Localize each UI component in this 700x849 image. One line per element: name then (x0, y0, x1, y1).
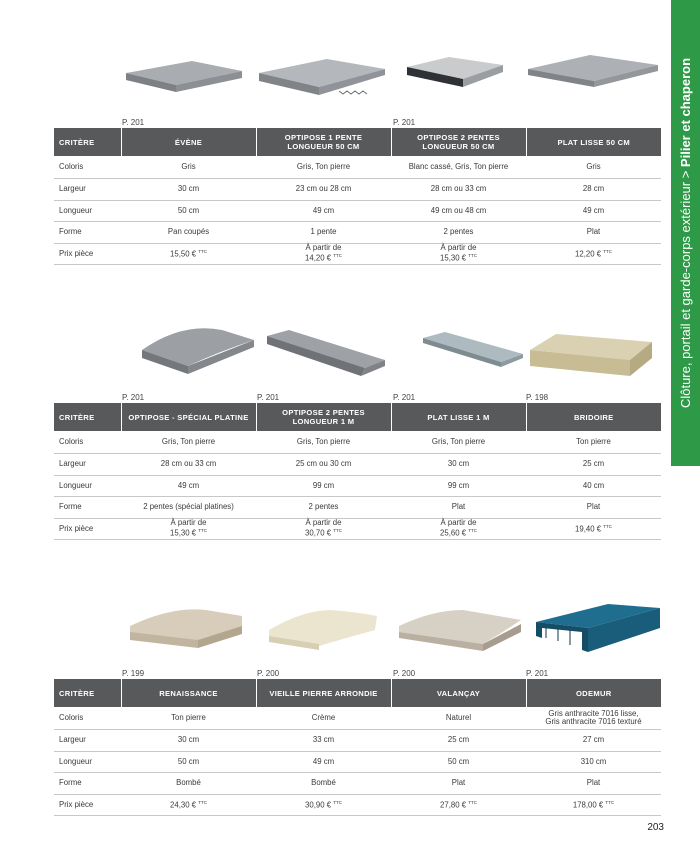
table-row (54, 156, 661, 179)
long-two-slope-coping-icon (257, 300, 393, 400)
row-label: Forme (54, 497, 121, 519)
table-cell: 33 cm (256, 730, 391, 752)
product-ref: P. 198 (526, 393, 549, 402)
row-label: Largeur (54, 454, 121, 476)
price-cell: À partir de 25,60 € $^{TTC}$ (391, 518, 526, 540)
price-cell: 24,30 € $^{TTC}$ (121, 794, 256, 816)
table-cell: 99 cm (391, 475, 526, 497)
price-cell: 178,00 € $^{TTC}$ (526, 794, 661, 816)
price-cell: 15,50 € $^{TTC}$ (121, 243, 256, 265)
header-cell: VIEILLE PIERRE ARRONDIE (256, 679, 391, 707)
row-label: Coloris (54, 431, 121, 454)
table-cell: 30 cm (121, 730, 256, 752)
comparison-table-3 (54, 679, 661, 816)
row-label: Prix pièce (54, 794, 121, 816)
price-cell: À partir de 15,30 € $^{TTC}$ (391, 243, 526, 265)
product-ref: P. 199 (122, 669, 145, 678)
table-cell: Gris, Ton pierre (256, 431, 391, 454)
table-cell: Bombé (121, 773, 256, 795)
table-header-row (54, 128, 661, 156)
table-cell: 50 cm (121, 200, 256, 222)
table-cell: 40 cm (526, 475, 661, 497)
table-row (54, 200, 661, 222)
product-ref: P. 201 (257, 393, 280, 402)
header-cell: ODEMUR (526, 679, 661, 707)
side-tab-text (677, 3, 695, 463)
price-cell: 27,80 € $^{TTC}$ (391, 794, 526, 816)
table-cell: 25 cm (526, 454, 661, 476)
table-row (54, 497, 661, 519)
header-cell: BRIDOIRE (526, 403, 661, 431)
product-ref: P. 201 (526, 669, 549, 678)
header-cell: PLAT LISSE 1 M (391, 403, 526, 431)
table-cell: 49 cm (256, 751, 391, 773)
table-cell: 25 cm (391, 730, 526, 752)
table-row (54, 730, 661, 752)
side-tab (671, 0, 700, 466)
table-cell: Pan coupés (121, 222, 256, 244)
table-row (54, 751, 661, 773)
side-tab-prefix: Clôture, portail et garde-corps extérieur > (677, 167, 693, 409)
header-cell: ÉVÈNE (121, 128, 256, 156)
table-cell: Plat (526, 773, 661, 795)
comparison-table-2 (54, 403, 661, 540)
table-cell: Naturel (391, 707, 526, 730)
price-cell: 19,40 € $^{TTC}$ (526, 518, 661, 540)
table-cell: 27 cm (526, 730, 661, 752)
header-cell: OPTIPOSE - SPÉCIAL PLATINE (121, 403, 256, 431)
header-cell: OPTIPOSE 1 PENTE LONGUEUR 50 CM (256, 128, 391, 156)
product-ref: P. 201 (122, 118, 145, 127)
table-row (54, 794, 661, 816)
product-images-2 (54, 300, 661, 400)
side-tab-title: Pilier et chaperon (677, 57, 693, 168)
table-cell: Plat (526, 222, 661, 244)
table-cell: Gris anthracite 7016 lisse, Gris anthracite 7016 texturé (526, 707, 661, 730)
table-cell: 23 cm ou 28 cm (256, 179, 391, 201)
row-label: Coloris (54, 156, 121, 179)
table-cell: Plat (526, 497, 661, 519)
table-cell: 25 cm ou 30 cm (256, 454, 391, 476)
row-label: Prix pièce (54, 243, 121, 265)
table-header-row (54, 679, 661, 707)
table-cell: Plat (391, 497, 526, 519)
product-ref: P. 200 (393, 669, 416, 678)
table-cell: 28 cm (526, 179, 661, 201)
page-number: 203 (647, 822, 664, 833)
table-cell: Crème (256, 707, 391, 730)
header-cell: OPTIPOSE 2 PENTES LONGUEUR 50 CM (391, 128, 526, 156)
product-ref: P. 201 (393, 393, 416, 402)
table-cell: 28 cm ou 33 cm (121, 454, 256, 476)
price-cell: 12,20 € $^{TTC}$ (526, 243, 661, 265)
two-slope-coping-icon (393, 25, 529, 125)
row-label: Coloris (54, 707, 121, 730)
product-images-1 (54, 25, 661, 125)
table-row (54, 518, 661, 540)
table-cell: Gris, Ton pierre (391, 431, 526, 454)
sloped-coping-icon (257, 25, 393, 125)
table-row (54, 454, 661, 476)
curved-platine-coping-icon (122, 300, 258, 400)
table-cell: 30 cm (121, 179, 256, 201)
header-cell: VALANÇAY (391, 679, 526, 707)
header-cell: PLAT LISSE 50 CM (526, 128, 661, 156)
header-cell: CRITÈRE (54, 128, 121, 156)
table-row (54, 475, 661, 497)
table-cell: Gris, Ton pierre (256, 156, 391, 179)
table-cell: 99 cm (256, 475, 391, 497)
section-1 (54, 25, 661, 265)
price-cell: 30,90 € $^{TTC}$ (256, 794, 391, 816)
row-label: Forme (54, 222, 121, 244)
price-cell: À partir de 14,20 € $^{TTC}$ (256, 243, 391, 265)
valancay-stone-icon (393, 576, 529, 676)
long-flat-coping-icon (393, 300, 529, 400)
table-cell: 49 cm (256, 200, 391, 222)
table-cell: 49 cm (121, 475, 256, 497)
row-label: Longueur (54, 751, 121, 773)
table-cell: 310 cm (526, 751, 661, 773)
section-2 (54, 300, 661, 540)
table-cell: Plat (391, 773, 526, 795)
table-cell: Gris, Ton pierre (121, 431, 256, 454)
table-cell: Blanc cassé, Gris, Ton pierre (391, 156, 526, 179)
table-header-row (54, 403, 661, 431)
table-cell: 50 cm (121, 751, 256, 773)
header-cell: CRITÈRE (54, 403, 121, 431)
product-images-3 (54, 576, 661, 676)
flat-smooth-coping-icon (526, 25, 662, 125)
table-cell: 1 pente (256, 222, 391, 244)
table-row (54, 773, 661, 795)
table-cell: 49 cm ou 48 cm (391, 200, 526, 222)
table-cell: Gris (526, 156, 661, 179)
table-row (54, 243, 661, 265)
header-cell: RENAISSANCE (121, 679, 256, 707)
price-cell: À partir de 30,70 € $^{TTC}$ (256, 518, 391, 540)
table-cell: 28 cm ou 33 cm (391, 179, 526, 201)
row-label: Forme (54, 773, 121, 795)
product-ref: P. 200 (257, 669, 280, 678)
table-cell: 2 pentes (256, 497, 391, 519)
table-cell: 2 pentes (spécial platines) (121, 497, 256, 519)
renaissance-stone-icon (122, 576, 258, 676)
table-row (54, 179, 661, 201)
flat-gray-coping-icon (122, 25, 258, 125)
product-ref: P. 201 (122, 393, 145, 402)
table-cell: 2 pentes (391, 222, 526, 244)
header-cell: CRITÈRE (54, 679, 121, 707)
row-label: Prix pièce (54, 518, 121, 540)
header-cell: OPTIPOSE 2 PENTES LONGUEUR 1 M (256, 403, 391, 431)
table-row (54, 431, 661, 454)
section-3 (54, 576, 661, 816)
bridoire-stone-icon (526, 300, 662, 400)
table-cell: 49 cm (526, 200, 661, 222)
cream-rounded-stone-icon (257, 576, 393, 676)
table-cell: Ton pierre (526, 431, 661, 454)
table-row (54, 707, 661, 730)
row-label: Largeur (54, 730, 121, 752)
row-label: Largeur (54, 179, 121, 201)
odemur-metal-coping-icon (526, 576, 662, 676)
price-cell: À partir de 15,30 € $^{TTC}$ (121, 518, 256, 540)
row-label: Longueur (54, 475, 121, 497)
table-cell: 30 cm (391, 454, 526, 476)
table-cell: Bombé (256, 773, 391, 795)
comparison-table-1 (54, 128, 661, 265)
table-cell: Gris (121, 156, 256, 179)
table-cell: Ton pierre (121, 707, 256, 730)
table-cell: 50 cm (391, 751, 526, 773)
table-row (54, 222, 661, 244)
product-ref: P. 201 (393, 118, 416, 127)
row-label: Longueur (54, 200, 121, 222)
